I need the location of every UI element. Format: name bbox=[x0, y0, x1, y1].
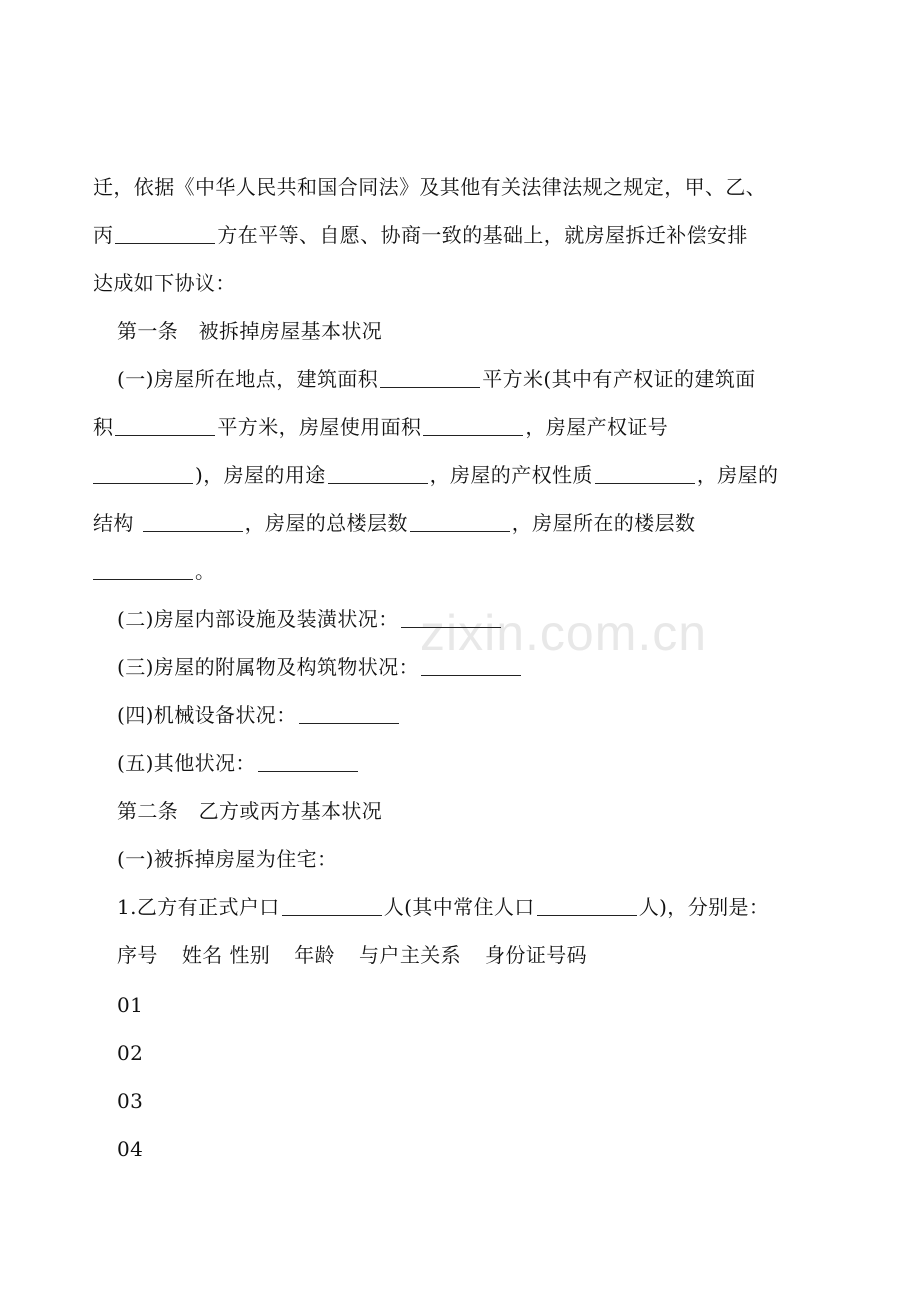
fill-blank[interactable] bbox=[423, 415, 523, 436]
paragraph-line: 1.乙方有正式户口 人(其中常住人口 人)，分别是： bbox=[117, 895, 770, 919]
fill-blank[interactable] bbox=[115, 415, 215, 436]
sub-heading: (一)被拆掉房屋为住宅： bbox=[117, 847, 338, 871]
table-row: 02 bbox=[117, 1041, 144, 1065]
fill-blank[interactable] bbox=[115, 223, 215, 244]
paragraph-line: 达成如下协议： bbox=[93, 271, 236, 295]
table-row: 04 bbox=[117, 1137, 144, 1161]
list-item: (五)其他状况： bbox=[117, 750, 360, 776]
fill-blank[interactable] bbox=[299, 703, 399, 724]
list-item: (二)房屋内部设施及装潢状况： bbox=[117, 606, 503, 632]
article-heading: 第二条 乙方或丙方基本状况 bbox=[117, 799, 383, 823]
col-header: 身份证号码 bbox=[485, 943, 588, 967]
table-row: 03 bbox=[117, 1089, 144, 1113]
col-header: 与户主关系 bbox=[359, 943, 462, 967]
paragraph-line: 迁，依据《中华人民共和国合同法》及其他有关法律法规之规定，甲、乙、 bbox=[93, 175, 767, 199]
article-heading: 第一条 被拆掉房屋基本状况 bbox=[117, 319, 383, 343]
fill-blank[interactable] bbox=[93, 559, 193, 580]
fill-blank[interactable] bbox=[595, 463, 695, 484]
fill-blank[interactable] bbox=[258, 751, 358, 772]
paragraph-line: 积 平方米，房屋使用面积 ，房屋产权证号 bbox=[93, 415, 669, 439]
fill-blank[interactable] bbox=[143, 511, 243, 532]
paragraph-line: )，房屋的用途 ，房屋的产权性质 ，房屋的 bbox=[93, 462, 778, 488]
fill-blank[interactable] bbox=[328, 463, 428, 484]
fill-blank[interactable] bbox=[410, 511, 510, 532]
col-header: 序号 bbox=[117, 943, 158, 967]
fill-blank[interactable] bbox=[421, 655, 521, 676]
list-item: (三)房屋的附属物及构筑物状况： bbox=[117, 654, 523, 680]
paragraph-line: 结构 ，房屋的总楼层数 ，房屋所在的楼层数 bbox=[93, 511, 696, 535]
watermark: zixin.com.cn bbox=[420, 605, 708, 661]
paragraph-line: 。 bbox=[93, 558, 215, 584]
col-header: 姓名 bbox=[181, 943, 223, 967]
fill-blank[interactable] bbox=[282, 895, 382, 916]
fill-blank[interactable] bbox=[401, 607, 501, 628]
col-header: 年龄 bbox=[294, 943, 336, 967]
fill-blank[interactable] bbox=[93, 463, 193, 484]
fill-blank[interactable] bbox=[537, 895, 637, 916]
paragraph-line: (一)房屋所在地点，建筑面积 平方米(其中有产权证的建筑面 bbox=[117, 367, 756, 391]
fill-blank[interactable] bbox=[380, 367, 480, 388]
table-row: 01 bbox=[117, 993, 144, 1017]
col-header: 性别 bbox=[229, 943, 271, 967]
paragraph-line: 丙 方在平等、自愿、协商一致的基础上，就房屋拆迁补偿安排 bbox=[93, 223, 748, 247]
list-item: (四)机械设备状况： bbox=[117, 702, 401, 728]
table-header bbox=[117, 942, 587, 968]
